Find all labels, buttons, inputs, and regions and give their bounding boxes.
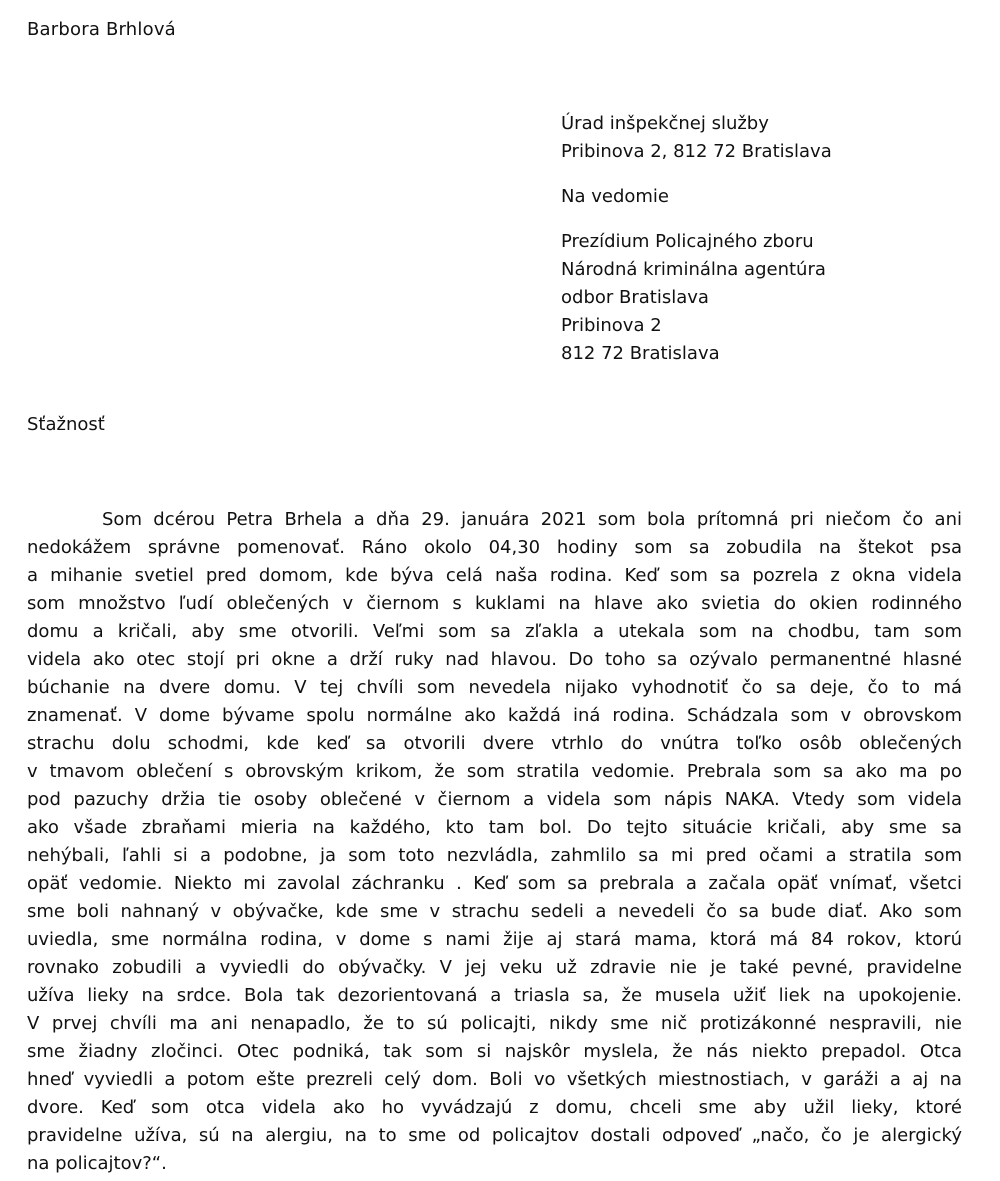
recipient-office: Úrad inšpekčnej služby bbox=[561, 113, 769, 134]
body-line: dvore. Keď som otca videla ako ho vyvádzajú z domu, chceli sme aby užil lieky, ktoré bbox=[27, 1097, 962, 1118]
body-line: a mihanie svetiel pred domom, kde býva celá naša rodina. Keď som sa pozrela z okna videla bbox=[27, 565, 962, 586]
recipient-block bbox=[561, 110, 832, 368]
body-line: videla ako otec stojí pri okne a drží ruky nad hlavou. Do toho sa ozývalo permanentné hlasné bbox=[27, 649, 962, 670]
body-line: domu a kričali, aby sme otvorili. Veľmi som sa zľakla a utekala som na chodbu, tam som bbox=[27, 621, 962, 642]
body-line: na policajtov?“. bbox=[27, 1153, 167, 1174]
cc-line: odbor Bratislava bbox=[561, 287, 709, 308]
letter-body bbox=[27, 506, 962, 1178]
body-line: hneď vyviedli a potom ešte prezreli celý dom. Boli vo všetkých miestnostiach, v garáži a aj na bbox=[27, 1069, 962, 1090]
cc-line: Prezídium Policajného zboru bbox=[561, 231, 814, 252]
cc-line: Pribinova 2 bbox=[561, 315, 662, 336]
body-line: som množstvo ľudí oblečených v čiernom s kuklami na hlave ako svietia do okien rodinného bbox=[27, 593, 962, 614]
body-line: uviedla, sme normálna rodina, v dome s nami žije aj stará mama, ktorá má 84 rokov, ktorú bbox=[27, 929, 962, 950]
body-line: ako všade zbraňami mieria na každého, kto tam bol. Do tejto situácie kričali, aby sme sa bbox=[27, 817, 962, 838]
body-line: pod pazuchy držia tie osoby oblečené v čiernom a videla som nápis NAKA. Vtedy som videla bbox=[27, 789, 962, 810]
cc-line: Národná kriminálna agentúra bbox=[561, 259, 826, 280]
body-line: búchanie na dvere domu. V tej chvíli som nevedela nijako vyhodnotiť čo sa deje, čo to má bbox=[27, 677, 962, 698]
body-line: V prvej chvíli ma ani nenapadlo, že to sú policajti, nikdy sme nič protizákonné nespravili, nie bbox=[27, 1013, 962, 1034]
sender-name: Barbora Brhlová bbox=[27, 19, 176, 40]
body-line: opäť vedomie. Niekto mi zavolal záchranku . Keď som sa prebrala a začala opäť vnímať, všetci bbox=[27, 873, 962, 894]
body-line: rovnako zobudili a vyviedli do obývačky. V jej veku už zdravie nie je také pevné, pravidelne bbox=[27, 957, 962, 978]
body-line: sme žiadny zločinci. Otec podniká, tak som si najskôr myslela, že nás niekto prepadol. Otca bbox=[27, 1041, 962, 1062]
body-line: znamenať. V dome bývame spolu normálne ako každá iná rodina. Schádzala som v obrovskom bbox=[27, 705, 962, 726]
body-line: Som dcérou Petra Brhela a dňa 29. januára 2021 som bola prítomná pri niečom čo ani bbox=[102, 509, 962, 530]
body-line: nedokážem správne pomenovať. Ráno okolo 04,30 hodiny som sa zobudila na štekot psa bbox=[27, 537, 962, 558]
cc-line: 812 72 Bratislava bbox=[561, 343, 720, 364]
body-line: nehýbali, ľahli si a podobne, ja som toto nezvládla, zahmlilo sa mi pred očami a stratila som bbox=[27, 845, 962, 866]
cc-label: Na vedomie bbox=[561, 186, 669, 207]
body-line: strachu dolu schodmi, kde keď sa otvorili dvere vtrhlo do vnútra toľko osôb oblečených bbox=[27, 733, 962, 754]
body-line: užíva lieky na srdce. Bola tak dezorientovaná a triasla sa, že musela užiť liek na upokojenie. bbox=[27, 985, 962, 1006]
letter-subject: Sťažnosť bbox=[27, 414, 105, 435]
body-line: pravidelne užíva, sú na alergiu, na to sme od policajtov dostali odpoveď „načo, čo je alergický bbox=[27, 1125, 962, 1146]
body-line: v tmavom oblečení s obrovským krikom, že som stratila vedomie. Prebrala som sa ako ma po bbox=[27, 761, 962, 782]
recipient-office-address: Pribinova 2, 812 72 Bratislava bbox=[561, 141, 832, 162]
body-line: sme boli nahnaný v obývačke, kde sme v strachu sedeli a nevedeli čo sa bude diať. Ako som bbox=[27, 901, 962, 922]
